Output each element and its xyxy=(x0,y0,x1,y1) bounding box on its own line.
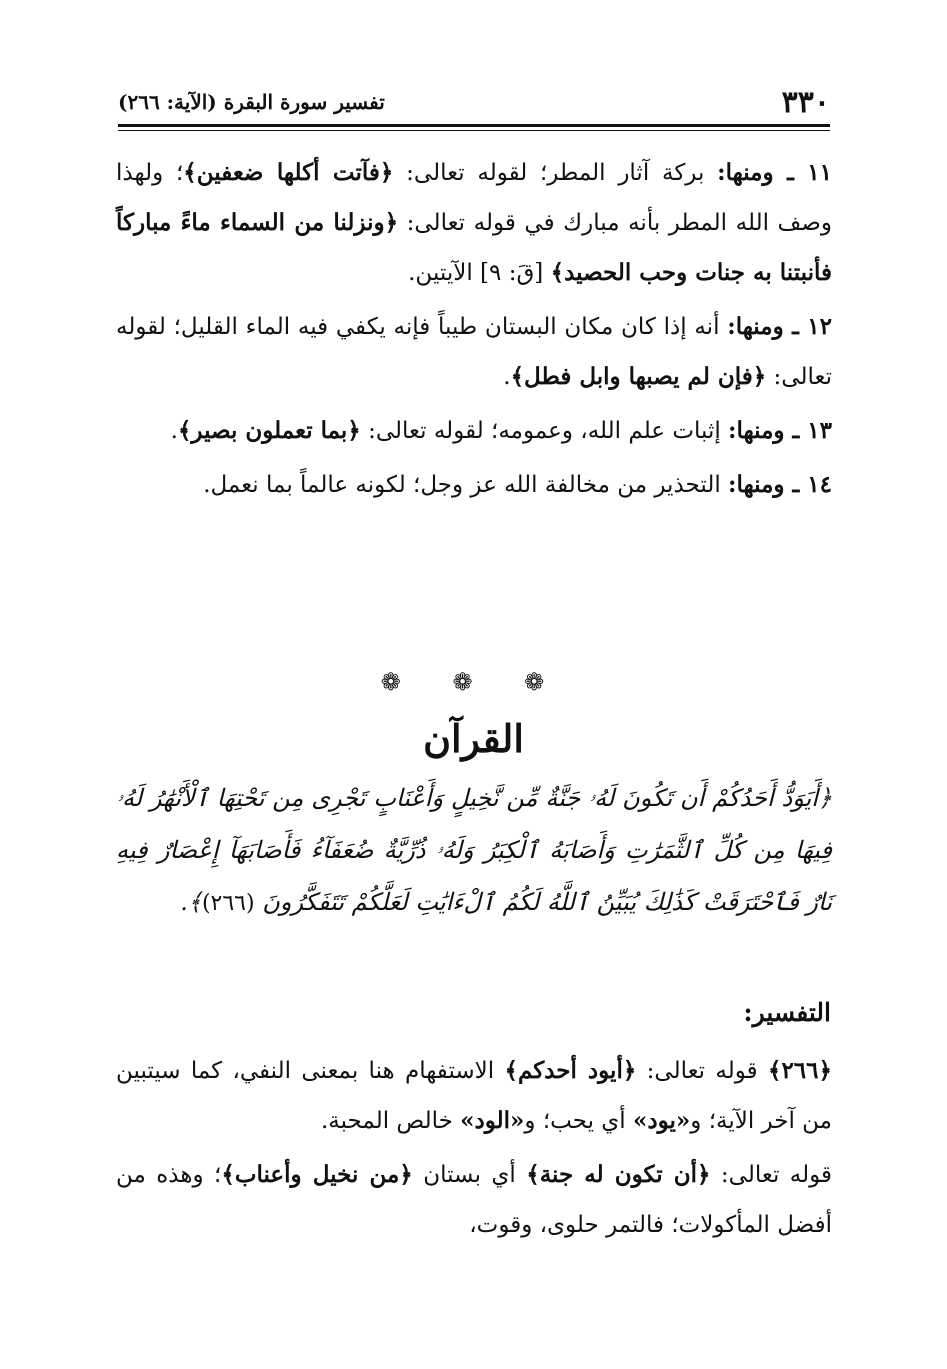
benefit-13 xyxy=(116,406,832,456)
verse-close: ﴾. xyxy=(180,888,202,916)
tafsir-text: أي يحب؛ و xyxy=(524,1108,633,1134)
quran-verse xyxy=(116,772,832,930)
quran-quote: ﴿فإن لم يصبها وابل فطل﴾ xyxy=(510,363,767,390)
benefit-text: أنه إذا كان مكان البستان طيباً فإنه يكفي فيه الماء القليل؛ لقوله تعالى: xyxy=(116,314,832,390)
tafsir-text: قوله تعالى: xyxy=(636,1058,768,1084)
benefit-text: ؛ ولهذا وصف الله المطر بأنه مبارك في قوله تعالى: xyxy=(116,160,832,236)
page-header xyxy=(118,82,830,122)
header-rule-thick xyxy=(118,124,830,127)
tafsir-body xyxy=(116,1046,832,1254)
quran-quote: ﴿فآتت أكلها ضعفين﴾ xyxy=(183,159,394,186)
benefit-12 xyxy=(116,302,832,402)
quran-quote: ﴿أيود أحدكم﴾ xyxy=(504,1057,637,1084)
tafsir-text: قوله تعالى: xyxy=(710,1162,833,1188)
quoted-word: «الود» xyxy=(460,1107,525,1134)
quran-quote: ﴿أن تكون له جنة﴾ xyxy=(526,1161,711,1188)
page-number: ٣٣٠ xyxy=(781,84,830,120)
quoted-word: «يود» xyxy=(633,1107,691,1134)
tafsir-text: الاستفهام هنا بمعنى النفي، كما سيتبين من آخر الآية؛ و xyxy=(116,1058,832,1134)
section-separator: ❁ ❁ ❁ xyxy=(380,668,567,696)
ayah-number-value: ٢٦٦ xyxy=(210,891,246,916)
quran-quote: ﴿بما تعملون بصير﴾ xyxy=(177,417,361,444)
benefit-text: . xyxy=(503,364,511,390)
benefit-lead: ١١ ـ ومنها: xyxy=(717,159,832,186)
tafsir-text: ؛ وهذه من أفضل المأكولات؛ فالتمر حلوى، وقوت، xyxy=(116,1162,832,1238)
tafsir-paragraph-1 xyxy=(116,1046,832,1146)
header-rule-thin xyxy=(118,130,830,131)
benefit-11 xyxy=(116,148,832,298)
benefit-14 xyxy=(116,460,832,510)
benefits-list xyxy=(116,148,832,514)
tafsir-heading: التفسير: xyxy=(743,998,831,1027)
benefit-lead: ١٢ ـ ومنها: xyxy=(727,313,832,340)
benefit-text: بركة آثار المطر؛ لقوله تعالى: xyxy=(393,160,718,186)
verse-text: ﴿أَيَوَدُّ أَحَدُكُمْ أَن تَكُونَ لَهُۥ جَنَّةٌ مِّن نَّخِيلٍ وَأَعْنَابٍ تَجْرِى مِن تَحْتِهَا ٱلْأَنْهَٰرُ لَهُۥ فِيهَا مِن كُلِّ ٱلثَّمَرَٰتِ وَأَصَابَهُ ٱلْكِبَرُ وَلَهُۥ ذُرِّيَّةٌ ضُعَفَآءُ فَأَصَابَهَآ إِعْصَارٌ فِيهِ نَارٌ فَٱحْتَرَقَتْ كَذَٰلِكَ يُبَيِّنُ ٱللَّهُ لَكُمُ ٱلْءَايَٰتِ لَعَلَّكُمْ تَتَفَكَّرُونَ xyxy=(116,784,832,916)
ayah-number: (٢٦٦) xyxy=(201,891,255,916)
benefit-text: . xyxy=(170,418,178,444)
quran-section-title: القرآن xyxy=(423,716,524,761)
quran-quote: ﴿ونزلنا من السماء ماءً مباركاً فأنبتنا به جنات وحب الحصيد﴾ xyxy=(116,209,832,286)
benefit-text: [قَ: ٩] الآيتين. xyxy=(408,260,551,286)
tafsir-text: أي بستان xyxy=(412,1162,527,1188)
benefit-lead: ١٤ ـ ومنها: xyxy=(728,471,832,498)
benefit-text: التحذير من مخالفة الله عز وجل؛ لكونه عالماً بما نعمل. xyxy=(203,472,729,498)
benefit-lead: ١٣ ـ ومنها: xyxy=(728,417,832,444)
quran-quote: ﴿من نخيل وأعناب﴾ xyxy=(221,1161,413,1188)
tafsir-paragraph-2 xyxy=(116,1150,832,1250)
quran-quote: ﴿٢٦٦﴾ xyxy=(767,1057,832,1084)
tafsir-text: خالص المحبة. xyxy=(320,1108,461,1134)
benefit-text: إثبات علم الله، وعمومه؛ لقوله تعالى: xyxy=(360,418,729,444)
running-head: تفسير سورة البقرة (الآية: ٢٦٦) xyxy=(118,90,385,114)
